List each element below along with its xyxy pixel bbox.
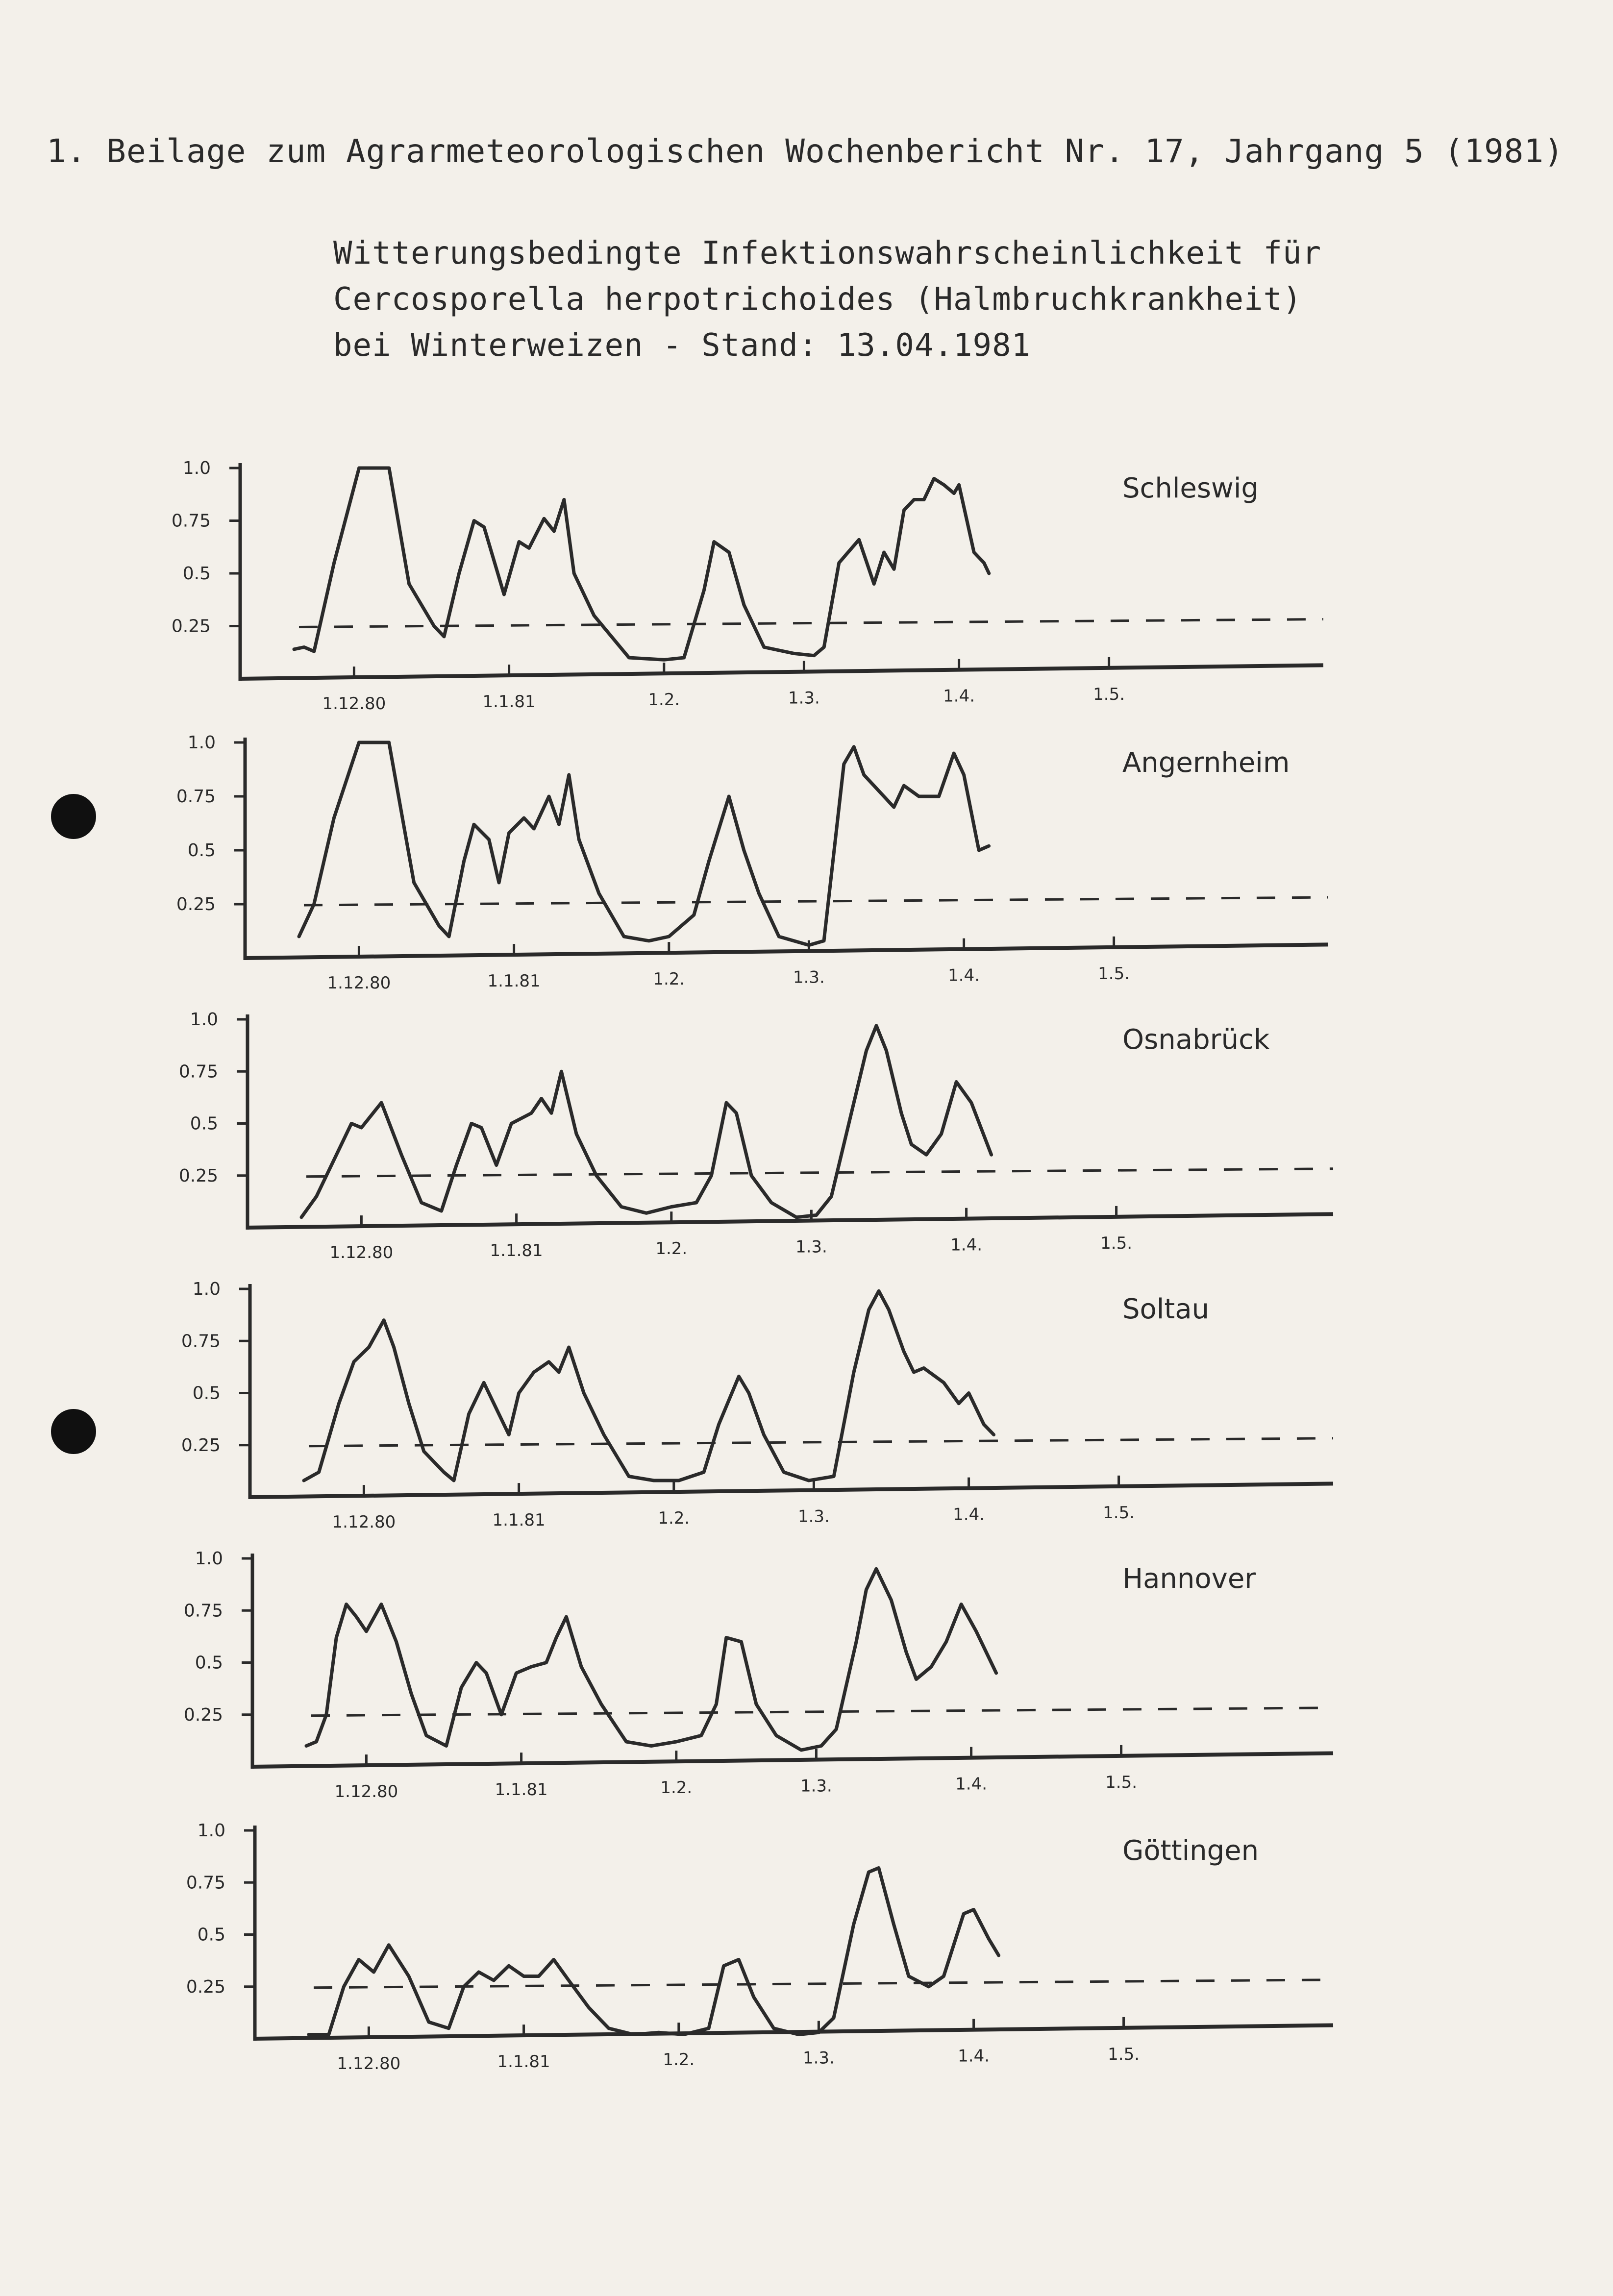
x-tick-label: 1.1.81 [495, 1780, 548, 1800]
series-line [301, 1026, 992, 1217]
chart-title: Osnabrück [1122, 1024, 1270, 1056]
title-line-3: bei Winterweizen - Stand: 13.04.1981 [333, 327, 1031, 364]
x-tick-label: 1.4. [958, 2046, 990, 2066]
x-axis [244, 944, 1328, 958]
x-tick-label: 1.2. [658, 1508, 690, 1529]
chart-5 [184, 1549, 1333, 1802]
x-tick-label: 1.12.80 [327, 973, 391, 993]
x-tick-label: 1.5. [1108, 2044, 1140, 2064]
y-tick-label: 1.0 [195, 1549, 223, 1569]
x-tick-label: 1.5. [1093, 684, 1125, 704]
y-tick-label: 0.5 [192, 1383, 221, 1404]
y-tick-label: 0.25 [186, 1976, 225, 1997]
y-tick-label: 1.0 [182, 458, 211, 478]
y-tick-label: 0.25 [176, 894, 216, 914]
y-tick-label: 1.0 [187, 733, 216, 753]
chart-title: Soltau [1122, 1293, 1210, 1325]
y-tick-label: 0.5 [187, 840, 216, 861]
y-tick-label: 0.25 [181, 1435, 221, 1456]
x-tick-label: 1.4. [955, 1774, 988, 1794]
series-line [309, 1868, 999, 2035]
x-tick-label: 1.1.81 [482, 692, 536, 712]
y-tick-label: 0.5 [195, 1653, 223, 1673]
y-tick-label: 0.5 [182, 564, 211, 584]
y-tick-label: 1.0 [197, 1821, 225, 1841]
x-tick-label: 1.2. [653, 969, 685, 989]
series-line [304, 1291, 994, 1481]
x-axis [248, 1483, 1333, 1497]
x-tick-label: 1.12.80 [334, 1782, 398, 1802]
y-tick-label: 0.25 [171, 616, 211, 637]
x-tick-label: 1.2. [663, 2050, 695, 2070]
x-tick-label: 1.12.80 [337, 2054, 401, 2074]
y-tick-label: 0.75 [181, 1331, 221, 1352]
chart-title: Angernheim [1122, 747, 1290, 779]
x-tick-label: 1.4. [953, 1505, 985, 1525]
x-tick-label: 1.5. [1103, 1503, 1135, 1523]
x-tick-label: 1.1.81 [487, 971, 541, 991]
y-tick-label: 0.75 [171, 511, 211, 531]
chart-title: Schleswig [1122, 472, 1259, 504]
chart-title: Göttingen [1122, 1835, 1259, 1867]
chart-title: Hannover [1122, 1563, 1256, 1595]
x-tick-label: 1.1.81 [497, 2052, 550, 2072]
y-tick-label: 0.75 [176, 787, 216, 807]
x-tick-label: 1.12.80 [332, 1512, 396, 1532]
title-line-2: Cercosporella herpotrichoides (Halmbruchkrankheit) [333, 281, 1302, 318]
x-tick-label: 1.5. [1100, 1233, 1133, 1253]
chart-6 [186, 1821, 1333, 2074]
x-tick-label: 1.3. [795, 1237, 827, 1257]
chart-2 [176, 733, 1328, 993]
y-tick-label: 0.25 [183, 1704, 223, 1725]
x-tick-label: 1.5. [1105, 1772, 1138, 1792]
x-tick-label: 1.1.81 [490, 1241, 543, 1261]
chart-4 [181, 1279, 1333, 1532]
document-header: 1. Beilage zum Agrarmeteorologischen Wochenbericht Nr. 17, Jahrgang 5 (1981) [47, 132, 1564, 170]
y-tick-label: 0.75 [183, 1601, 223, 1621]
series-line [306, 1569, 996, 1750]
x-tick-label: 1.2. [655, 1239, 688, 1259]
y-tick-label: 0.75 [186, 1873, 225, 1893]
x-tick-label: 1.3. [797, 1506, 830, 1527]
x-tick-label: 1.4. [950, 1235, 983, 1255]
y-tick-label: 1.0 [190, 1010, 218, 1030]
x-tick-label: 1.12.80 [329, 1243, 394, 1263]
x-tick-label: 1.2. [660, 1778, 693, 1798]
x-tick-label: 1.2. [648, 690, 680, 710]
threshold-line [299, 619, 1323, 627]
x-tick-label: 1.3. [793, 967, 825, 988]
title-line-1: Witterungsbedingte Infektionswahrscheinlichkeit für [333, 235, 1322, 272]
x-tick-label: 1.3. [800, 1776, 832, 1796]
chart-3 [179, 1010, 1333, 1262]
x-tick-label: 1.4. [943, 686, 975, 706]
y-tick-label: 1.0 [192, 1279, 221, 1299]
x-tick-label: 1.5. [1098, 963, 1130, 984]
x-tick-label: 1.12.80 [322, 694, 386, 714]
y-tick-label: 0.5 [197, 1925, 225, 1945]
x-tick-label: 1.3. [802, 2048, 835, 2068]
threshold-line [311, 1708, 1333, 1716]
x-axis [246, 1214, 1333, 1228]
x-axis [239, 665, 1323, 679]
y-tick-label: 0.25 [178, 1165, 218, 1186]
y-tick-label: 0.75 [178, 1062, 218, 1082]
x-tick-label: 1.4. [948, 965, 980, 986]
y-tick-label: 0.5 [190, 1113, 218, 1134]
x-axis [251, 1753, 1333, 1767]
series-line [299, 742, 989, 945]
x-tick-label: 1.3. [788, 688, 820, 708]
series-line [294, 468, 989, 660]
threshold-line [306, 1169, 1333, 1177]
x-tick-label: 1.1.81 [492, 1510, 546, 1531]
chart-1 [172, 458, 1323, 714]
